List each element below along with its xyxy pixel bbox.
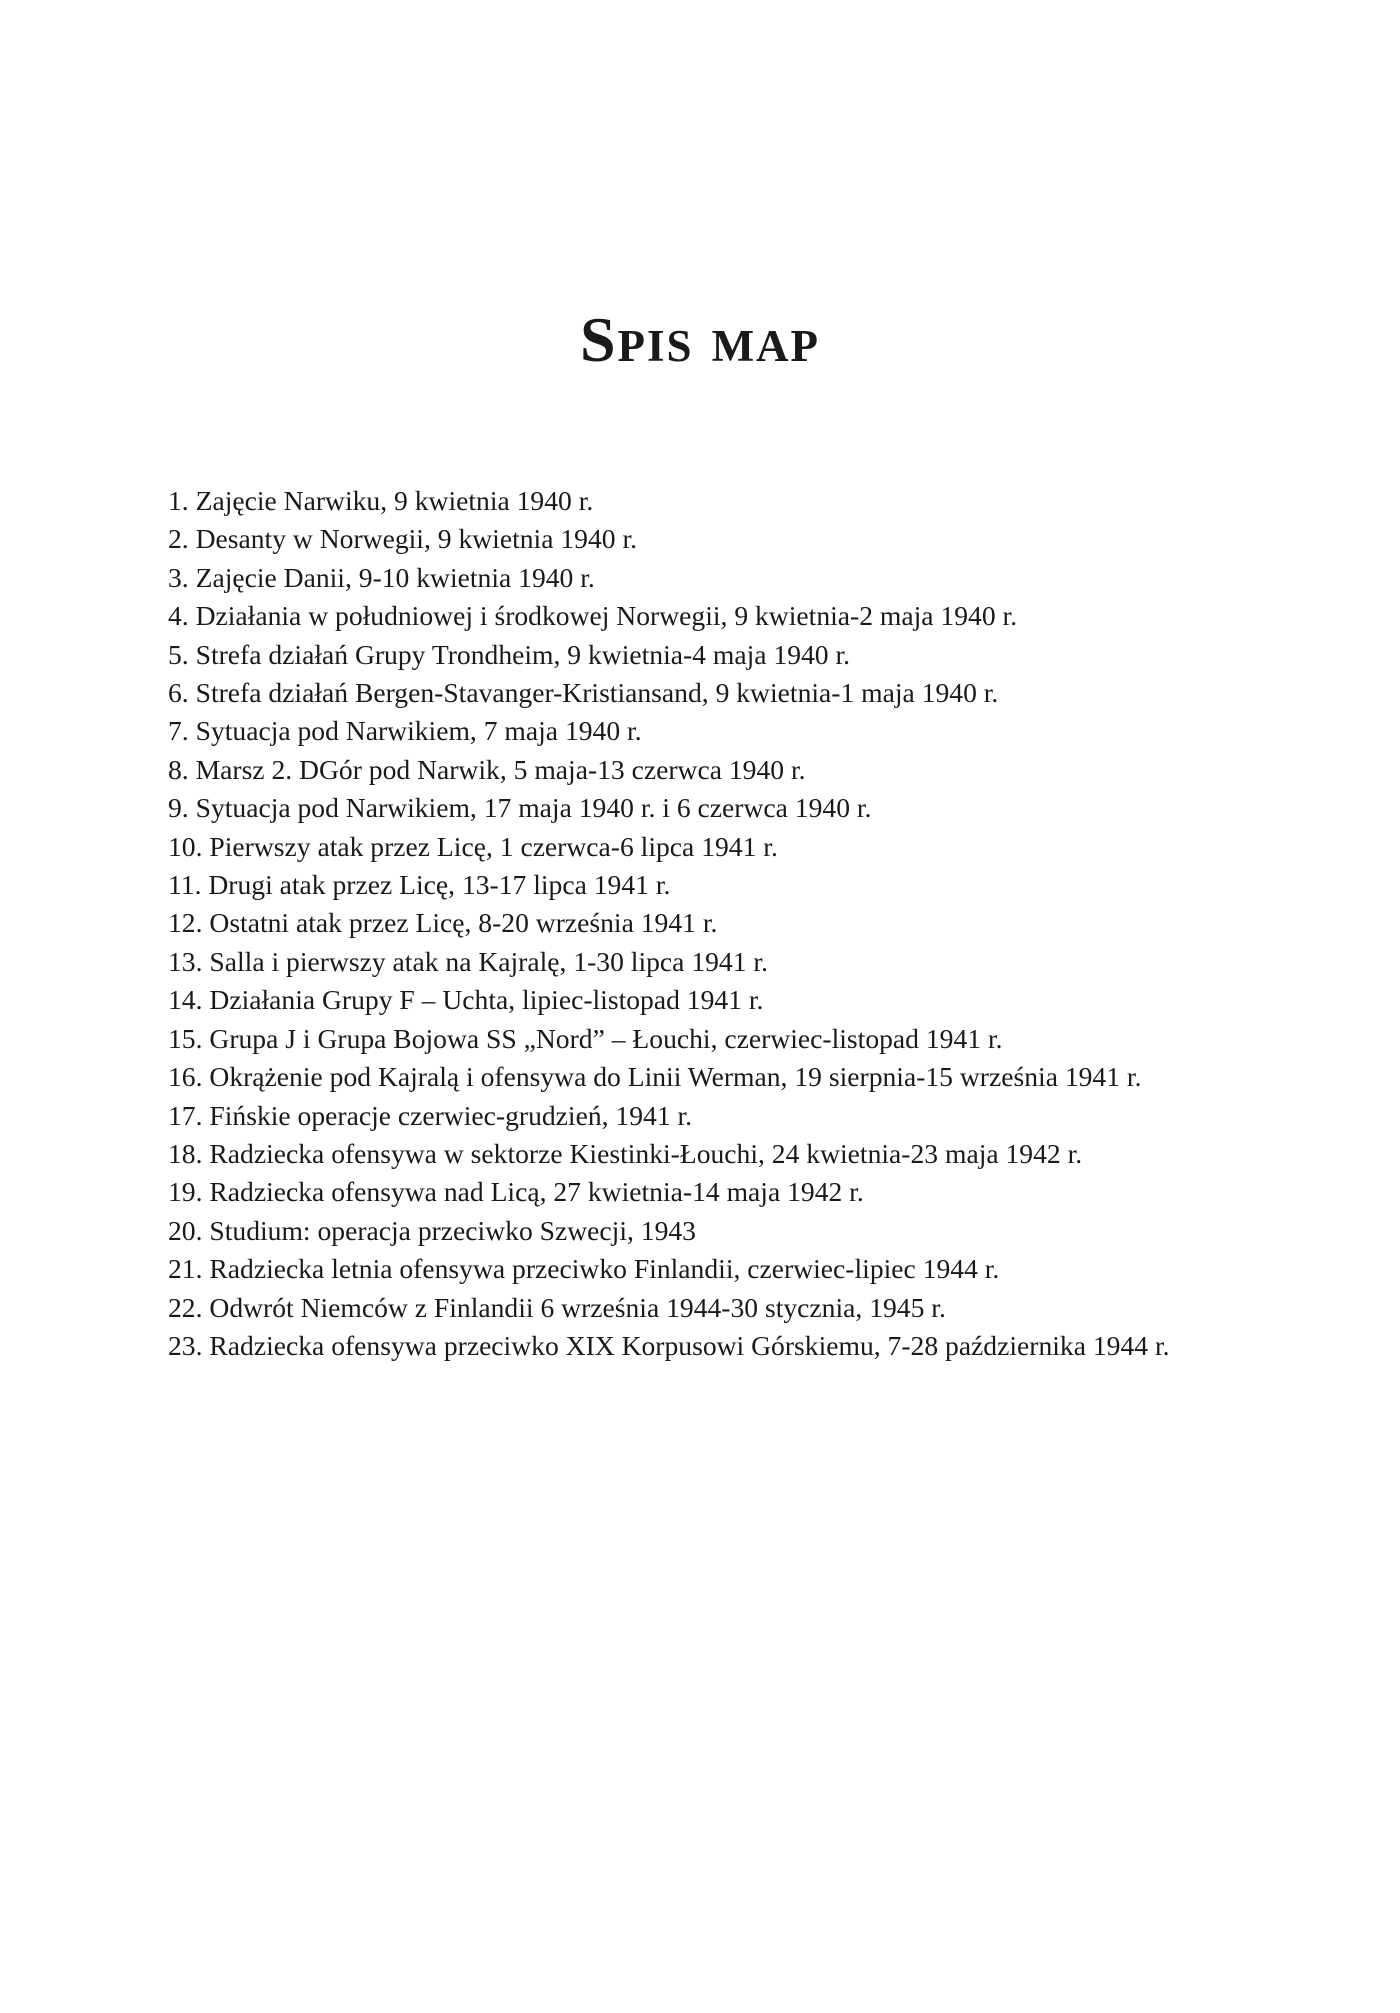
list-item: 1. Zajęcie Narwiku, 9 kwietnia 1940 r.	[168, 485, 594, 516]
list-item: 2. Desanty w Norwegii, 9 kwietnia 1940 r.	[168, 523, 638, 555]
list-item: 7. Sytuacja pod Narwikiem, 7 maja 1940 r.	[168, 715, 642, 747]
list-item: 18. Radziecka ofensywa w sektorze Kiestinki-Łouchi, 24 kwietnia-23 maja 1942 r.	[168, 1137, 1083, 1169]
list-item: 9. Sytuacja pod Narwikiem, 17 maja 1940 r. i 6 czerwca 1940 r.	[168, 792, 872, 824]
list-item: 11. Drugi atak przez Licę, 13-17 lipca 1941 r.	[168, 869, 671, 901]
list-item: 16. Okrążenie pod Kajralą i ofensywa do Linii Werman, 19 sierpnia-15 września 1941 r.	[168, 1061, 1142, 1093]
list-item: 4. Działania w południowej i środkowej Norwegii, 9 kwietnia-2 maja 1940 r.	[168, 600, 1018, 632]
list-item: 20. Studium: operacja przeciwko Szwecji, 1943	[168, 1214, 696, 1246]
list-item: 21. Radziecka letnia ofensywa przeciwko Finlandii, czerwiec-lipiec 1944 r.	[168, 1253, 1000, 1285]
page-title: Spis map	[579, 304, 821, 375]
list-item: 13. Salla i pierwszy atak na Kajralę, 1-30 lipca 1941 r.	[168, 945, 768, 977]
list-item: 8. Marsz 2. DGór pod Narwik, 5 maja-13 czerwca 1940 r.	[168, 753, 806, 785]
list-item: 17. Fińskie operacje czerwiec-grudzień, 1941 r.	[168, 1099, 693, 1131]
list-item: 23. Radziecka ofensywa przeciwko XIX Korpusowi Górskiemu, 7-28 października 1944 r.	[168, 1329, 1170, 1361]
list-item: 22. Odwrót Niemców z Finlandii 6 września 1944-30 stycznia, 1945 r.	[168, 1291, 946, 1323]
list-item: 19. Radziecka ofensywa nad Licą, 27 kwietnia-14 maja 1942 r.	[168, 1176, 864, 1208]
list-item: 12. Ostatni atak przez Licę, 8-20 września 1941 r.	[168, 907, 718, 939]
list-item: 6. Strefa działań Bergen-Stavanger-Kristiansand, 9 kwietnia-1 maja 1940 r.	[168, 677, 999, 709]
list-item: 10. Pierwszy atak przez Licę, 1 czerwca-6 lipca 1941 r.	[168, 830, 778, 862]
list-item: 5. Strefa działań Grupy Trondheim, 9 kwietnia-4 maja 1940 r.	[168, 638, 851, 670]
map-list	[168, 482, 1192, 1365]
list-item: 14. Działania Grupy F – Uchta, lipiec-listopad 1941 r.	[168, 984, 764, 1016]
list-item: 3. Zajęcie Danii, 9-10 kwietnia 1940 r.	[168, 561, 595, 593]
list-item: 15. Grupa J i Grupa Bojowa SS „Nord” – Łouchi, czerwiec-listopad 1941 r.	[168, 1022, 1003, 1054]
